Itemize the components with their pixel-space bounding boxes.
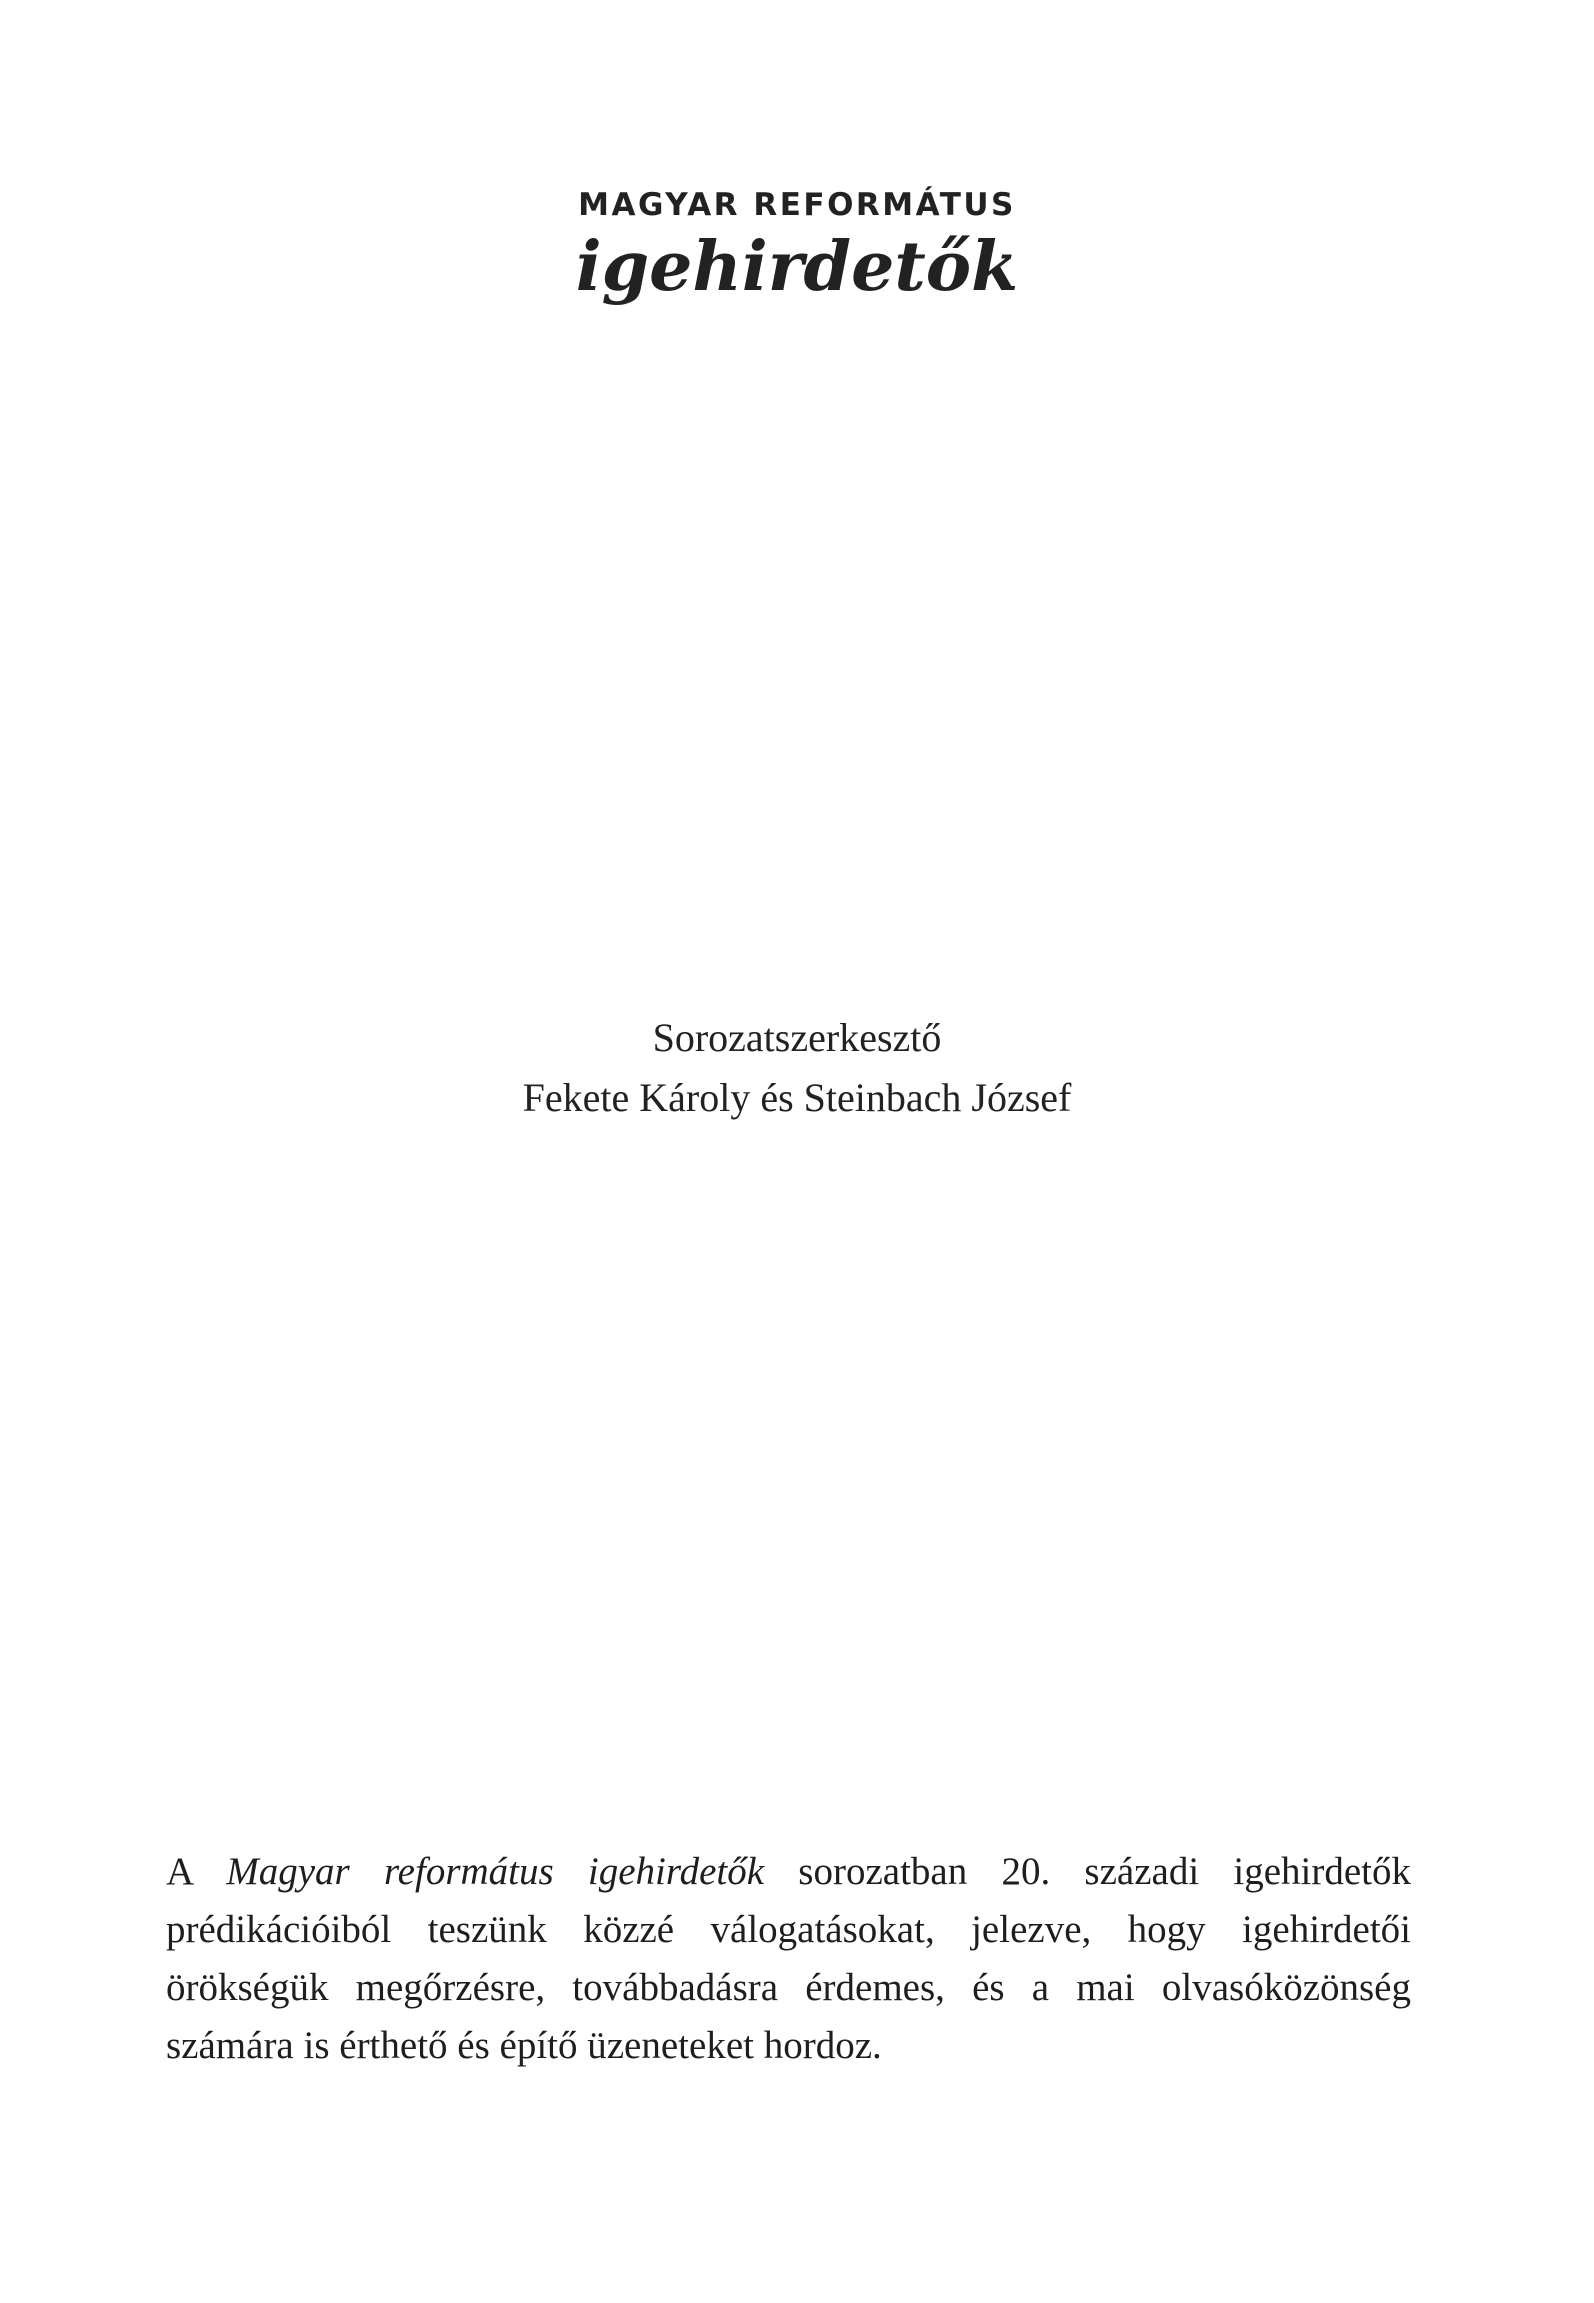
description-series-name: Magyar református igehirdetők	[226, 1850, 765, 1893]
description-rest: sorozatban 20. századi igehirdetők prédikációiból teszünk közzé válogatásokat, jelezve, hogy igehirdetői örökségük megőrzésre, továbbadásra érdemes, és a mai olvasóközönség számára is érthető és építő üzeneteket hordoz.	[166, 1850, 1412, 2067]
editor-names: Fekete Károly és Steinbach József	[522, 1075, 1072, 1120]
series-editors	[0, 1008, 1594, 1128]
editor-role: Sorozatszerkesztő	[652, 1015, 942, 1060]
series-kicker: MAGYAR REFORMÁTUS	[578, 187, 1016, 223]
series-title: igehirdetők	[575, 227, 1019, 307]
description-lead: A	[166, 1850, 227, 1893]
series-description	[166, 1843, 1411, 2075]
series-header	[0, 185, 1594, 307]
